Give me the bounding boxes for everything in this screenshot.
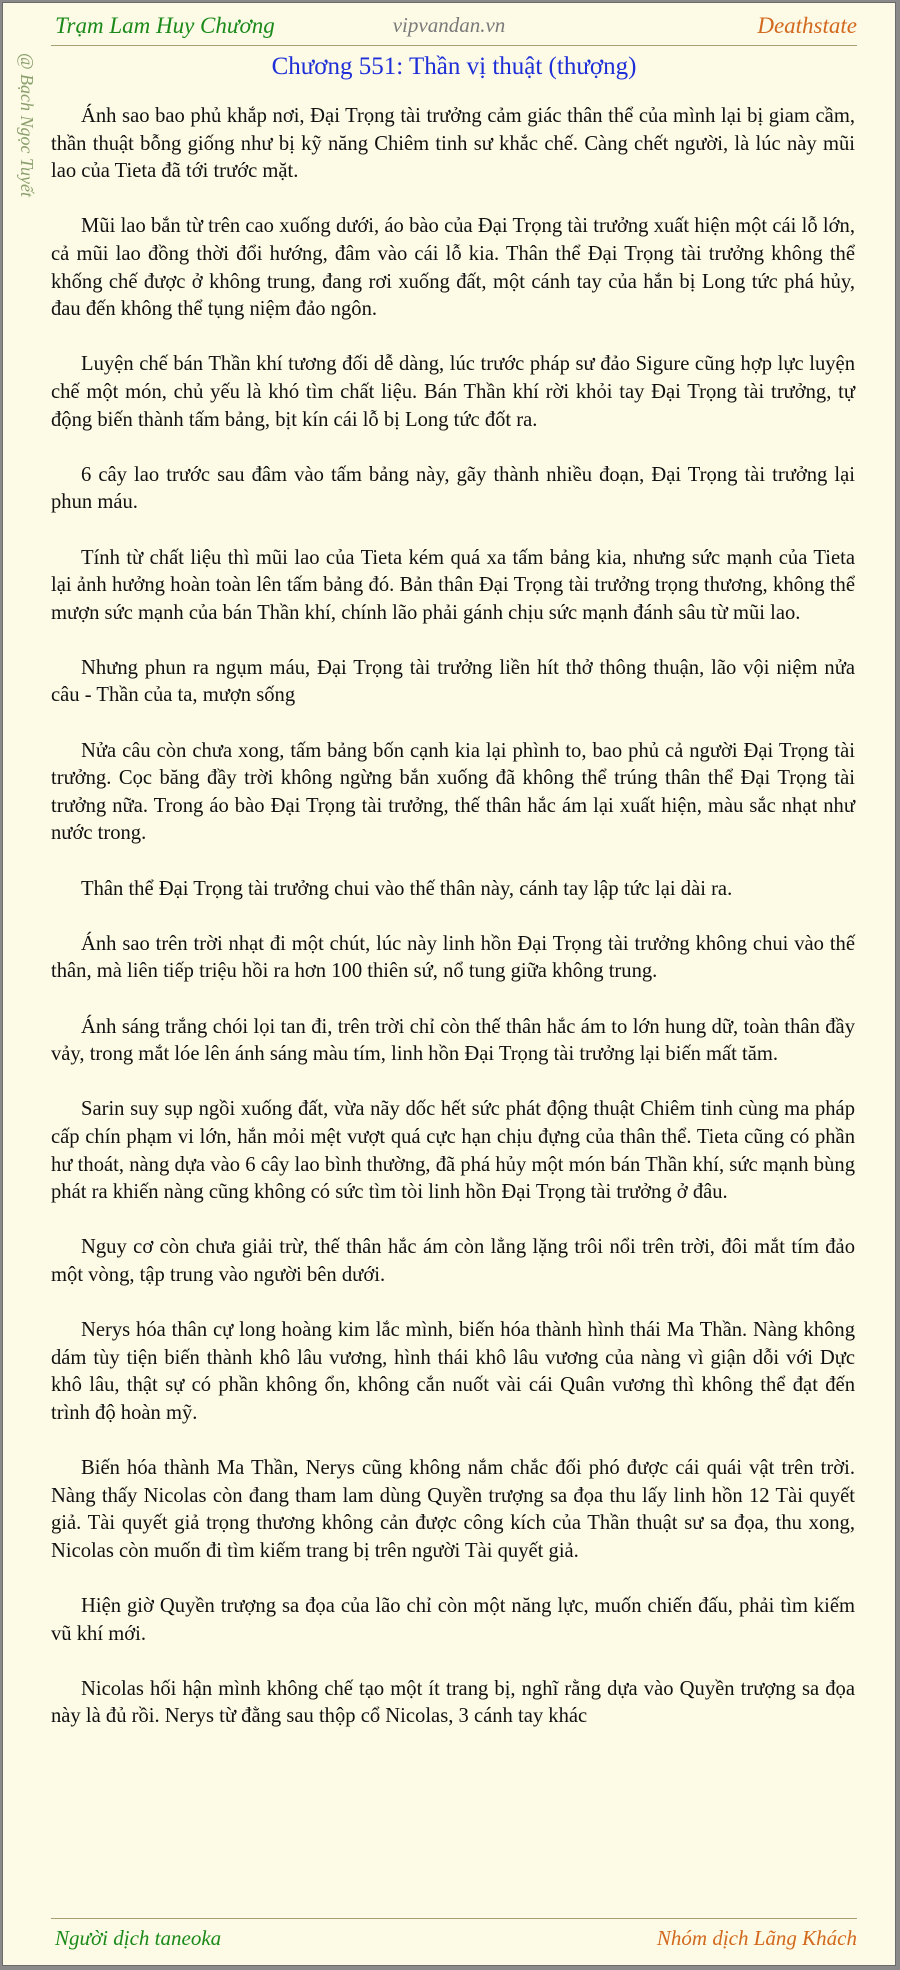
paragraph: Biến hóa thành Ma Thần, Nerys cũng không nắm chắc đối phó được cái quái vật trên trời. Nàng thấy Nicolas còn đang tham lam dùng Quyền trượng sa đọa thu lấy linh hồn 12 Tài quyết giả. Tài quyết giả trọng thương không cản được công kích của Thần thuật sư sa đọa, thu xong, Nicolas còn muốn đi tìm kiếm trang bị trên người Tài quyết giả. <box>51 1457 855 1562</box>
side-watermark-text: @ Bạch Ngọc Tuyết <box>17 53 37 198</box>
ebook-page <box>2 2 896 1966</box>
site-name: vipvandan.vn <box>392 13 506 37</box>
paragraph: Mũi lao bắn từ trên cao xuống dưới, áo bào của Đại Trọng tài trưởng xuất hiện một cái lỗ lớn, cả mũi lao đồng thời đổi hướng, đâm vào cái lỗ kia. Thân thể Đại Trọng tài trưởng không thể khống chế được ở không trung, đang rơi xuống đất, một cánh tay của hắn bị Long tức phá hủy, đau đến không thể tụng niệm đảo ngôn. <box>51 215 855 321</box>
paragraph: Nửa câu còn chưa xong, tấm bảng bốn cạnh kia lại phình to, bao phủ cả người Đại Trọng tài trưởng. Cọc băng đầy trời không ngừng bắn xuống đã không thể trúng thân thể Đại Trọng tài trưởng nữa. Trong áo bào Đại Trọng tài trưởng, thế thân hắc ám lại xuất hiện, màu sắc nhạt như nước trong. <box>51 739 855 845</box>
header-divider <box>51 45 857 46</box>
paragraph: Tính từ chất liệu thì mũi lao của Tieta kém quá xa tấm bảng kia, nhưng sức mạnh của Tieta lại ảnh hưởng hoàn toàn lên tấm bảng đó. Bản thân Đại Trọng tài trưởng trọng thương, không thể mượn sức mạnh của bán Thần khí, chính lão phải gánh chịu sức mạnh đánh sâu từ mũi lao. <box>51 546 855 624</box>
paragraph: Nguy cơ còn chưa giải trừ, thế thân hắc ám còn lẳng lặng trôi nổi trên trời, đôi mắt tím đảo một vòng, tập trung vào người bên dưới. <box>51 1236 855 1286</box>
group-credit: Nhóm dịch Lãng Khách <box>656 1926 857 1950</box>
paragraph: Nhưng phun ra ngụm máu, Đại Trọng tài trưởng liền hít thở thông thuận, lão vội niệm nửa câu - Thần của ta, mượn sống <box>51 656 855 707</box>
paragraph: Hiện giờ Quyền trượng sa đọa của lão chỉ còn một năng lực, muốn chiến đấu, phải tìm kiếm vũ khí mới. <box>51 1595 855 1645</box>
paragraph: Nerys hóa thân cự long hoàng kim lắc mình, biến hóa thành hình thái Ma Thần. Nàng không dám tùy tiện biến thành khô lâu vương, hình thái khô lâu vương của nàng vì giận dỗi với Dực khô lâu, thật sự có phần không ổn, không cắn nuốt vài cái Quân vương thì không thể đạt đến trình độ hoàn mỹ. <box>51 1319 855 1424</box>
paragraph: Luyện chế bán Thần khí tương đối dễ dàng, lúc trước pháp sư đảo Sigure cũng hợp lực luyện chế một món, chủ yếu là khó tìm chất liệu. Bán Thần khí rời khỏi tay Đại Trọng tài trưởng, tự động biến thành tấm bảng, bịt kín cái lỗ bị Long tức đốt ra. <box>51 353 855 431</box>
paragraph: Thân thể Đại Trọng tài trưởng chui vào thế thân này, cánh tay lập tức lại dài ra. <box>81 877 733 900</box>
paragraph: Ánh sao trên trời nhạt đi một chút, lúc này linh hồn Đại Trọng tài trưởng không chui vào thế thân, mà liên tiếp triệu hồi ra hơn 100 thiên sứ, nổ tung giữa không trung. <box>51 932 855 983</box>
chapter-title: Chương 551: Thần vị thuật (thượng) <box>271 53 637 80</box>
footer-divider <box>51 1918 857 1919</box>
paragraph: Nicolas hối hận mình không chế tạo một ít trang bị, nghĩ rằng dựa vào Quyền trượng sa đọa này là đủ rồi. Nerys từ đằng sau thộp cổ Nicolas, 3 cánh tay khác <box>51 1677 855 1728</box>
paragraph: 6 cây lao trước sau đâm vào tấm bảng này, gãy thành nhiều đoạn, Đại Trọng tài trưởng lại phun máu. <box>51 463 855 514</box>
book-title: Trạm Lam Huy Chương <box>55 13 275 38</box>
paragraph: Sarin suy sụp ngồi xuống đất, vừa nãy dốc hết sức phát động thuật Chiêm tinh cùng ma pháp cấp chín phạm vi lớn, hắn mỏi mệt vượt quá cực hạn chịu đựng của thân thể. Tieta cũng có phần hư thoát, nàng dựa vào 6 cây lao bình thường, đã phá hủy một món bán Thần khí, sức mạnh bùng phát ra khiến nàng cũng không có sức tìm tòi linh hồn Đại Trọng tài trưởng ở đâu. <box>51 1098 855 1204</box>
side-watermark <box>13 53 39 273</box>
chapter-body <box>51 103 855 1759</box>
author-name: Deathstate <box>757 13 857 38</box>
translator-credit: Người dịch taneoka <box>55 1926 222 1950</box>
page-header <box>3 3 895 43</box>
paragraph: Ánh sao bao phủ khắp nơi, Đại Trọng tài trưởng cảm giác thân thể của mình lại bị giam cầm, thần thuật bỗng giống như bị kỹ năng Chiêm tinh sư khắc chế. Càng chết người, là lúc này mũi lao của Tieta đã tới trước mặt. <box>51 105 855 183</box>
paragraph: Ánh sáng trắng chói lọi tan đi, trên trời chỉ còn thế thân hắc ám to lớn hung dữ, toàn thân đầy vảy, trong mắt lóe lên ánh sáng màu tím, linh hồn Đại Trọng tài trưởng lại biến mất tăm. <box>51 1015 855 1066</box>
